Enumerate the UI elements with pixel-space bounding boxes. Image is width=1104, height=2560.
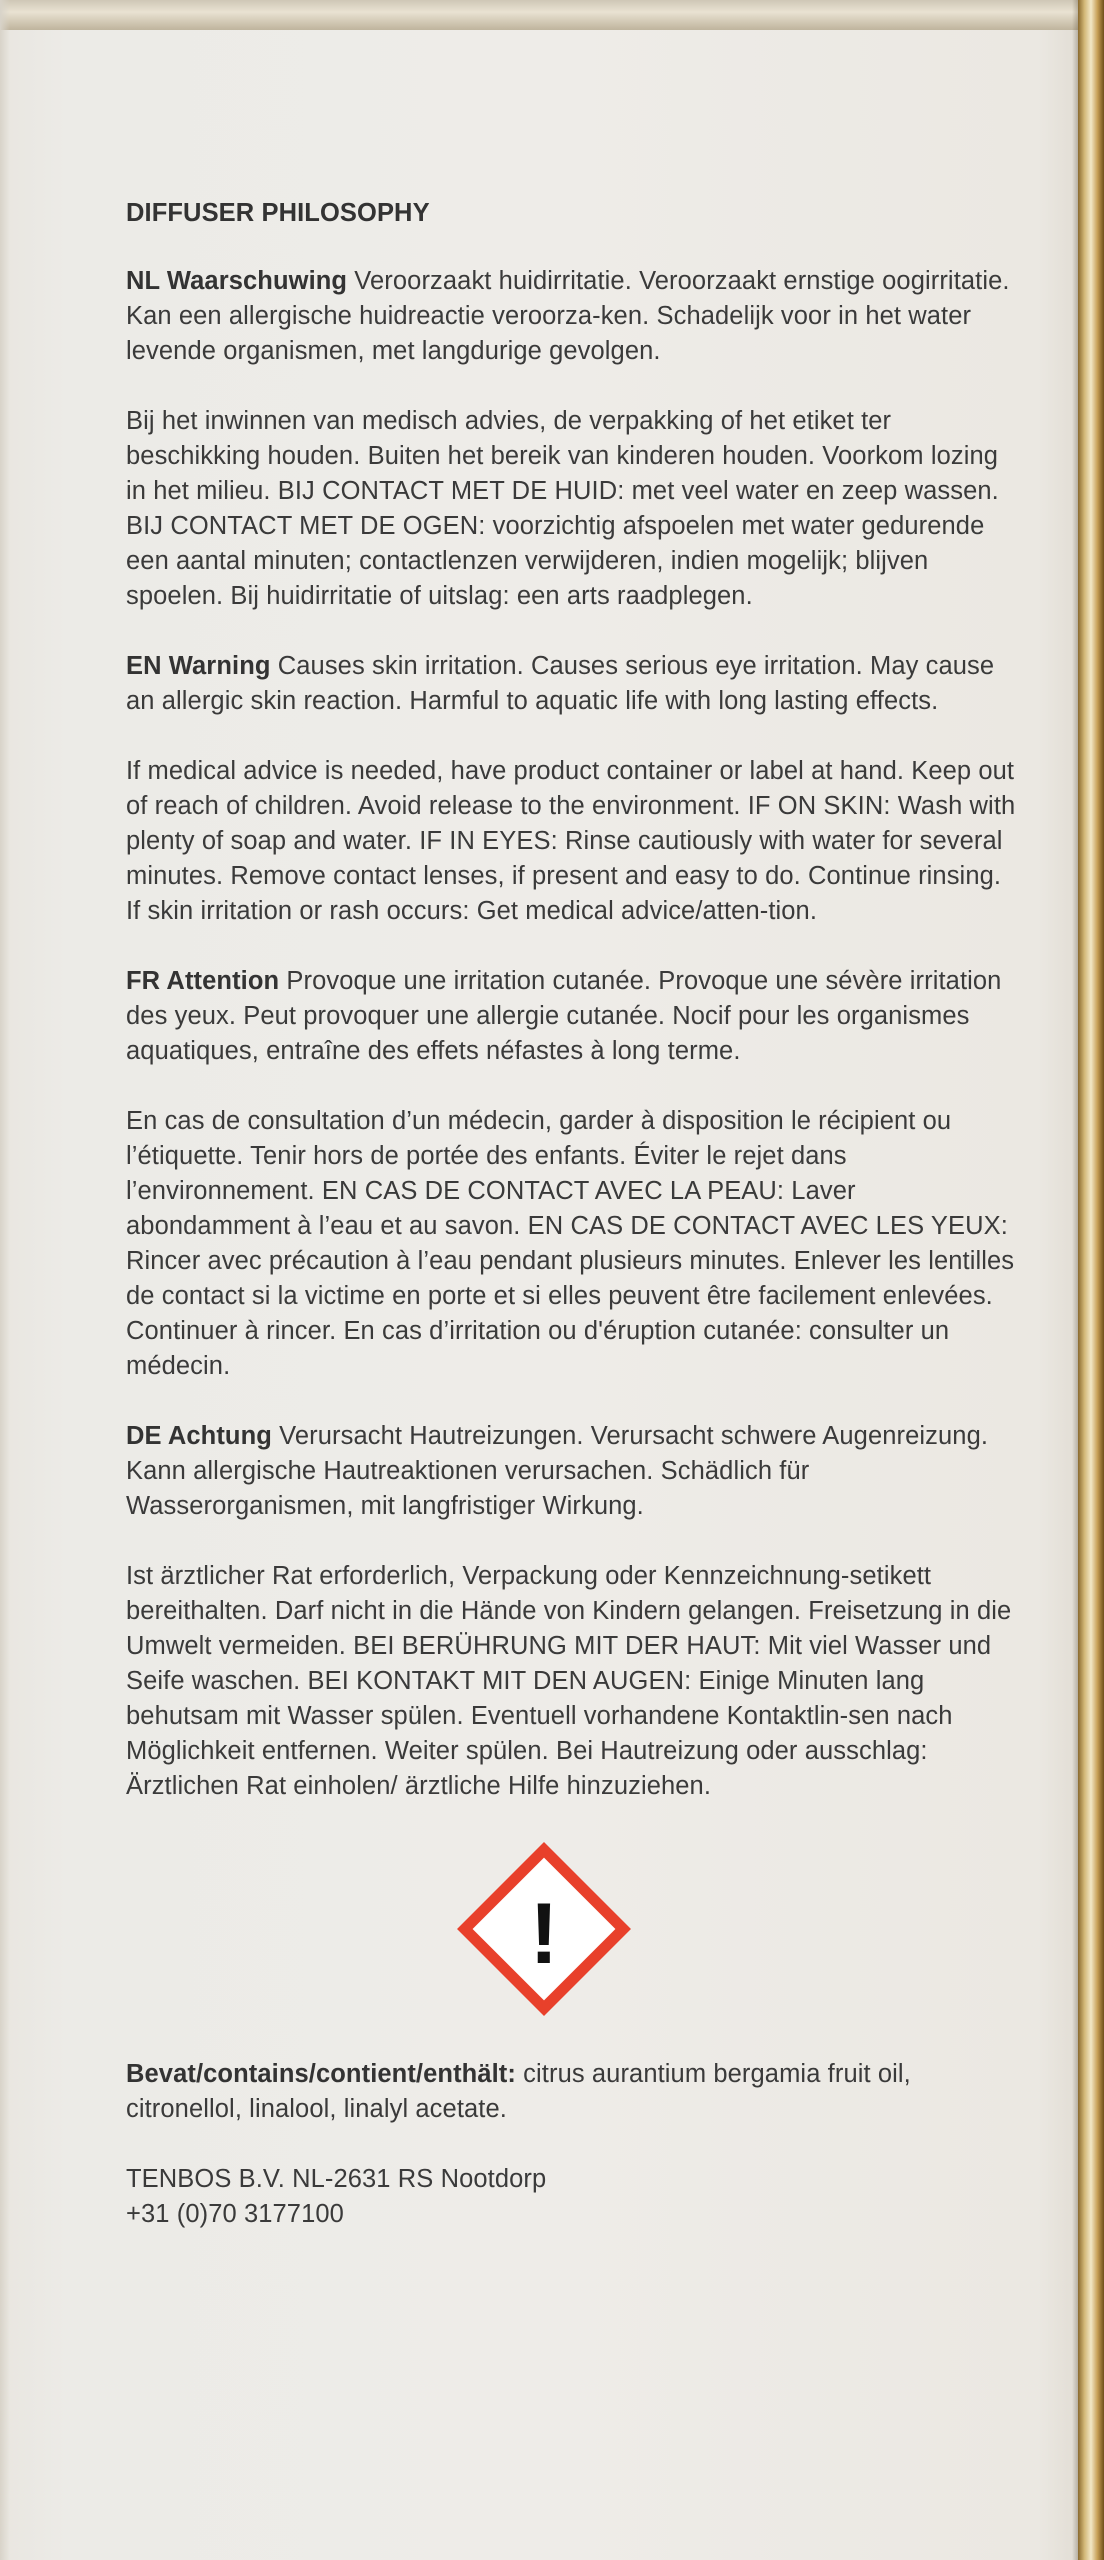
- section-lead: EN Warning: [126, 652, 271, 680]
- brand-heading: DIFFUSER PHILOSOPHY: [126, 199, 430, 227]
- company-address: TENBOS B.V. NL-2631 RS Nootdorp: [126, 2165, 547, 2193]
- section-en-warning: [126, 649, 1016, 719]
- box-left-edge: [0, 0, 10, 2560]
- hazard-pictogram-svg: [454, 1839, 634, 2019]
- section-lead: NL Waarschuwing: [126, 267, 348, 295]
- section-fr-warning: [126, 964, 1016, 1069]
- section-text: Veroorzaakt huidirritatie. Veroorzaakt ernstige oogirritatie. Kan een allergische huidreactie veroorza-ken. Schadelijk voor in het water levende organismen, met langdurige gevolgen.: [126, 267, 1010, 365]
- section-text: Bij het inwinnen van medisch advies, de verpakking of het etiket ter beschikking houden. Buiten het bereik van kinderen houden. Voorkom lozing in het milieu. BIJ CONTACT MET DE HUID: met veel water en zeep wassen. BIJ CONTACT MET DE OGEN: voorzichtig afspoelen met water gedurende een aantal minuten; contactlenzen verwijderen, indien mogelijk; blijven spoelen. Bij huidirritatie of uitslag: een arts raadplegen.: [126, 407, 999, 610]
- ingredients-text: citrus aurantium bergamia fruit oil, citronellol, linalool, linalyl acetate.: [126, 2060, 911, 2123]
- section-lead: DE Achtung: [126, 1422, 272, 1450]
- company-phone: +31 (0)70 3177100: [126, 2200, 344, 2228]
- ingredients-lead: Bevat/contains/contient/enthält:: [126, 2060, 516, 2088]
- company-info: [126, 2162, 1016, 2232]
- section-en-advice: [126, 754, 1016, 929]
- section-text: Ist ärztlicher Rat erforderlich, Verpackung oder Kennzeichnung-setikett bereithalten. Darf nicht in die Hände von Kindern gelangen. Freisetzung in die Umwelt vermeiden. BEI BERÜHRUNG MIT DER HAUT: Mit viel Wasser und Seife waschen. BEI KONTAKT MIT DEN AUGEN: Einige Minuten lang behutsam mit Wasser spülen. Eventuell vorhandene Kontaktlin-sen nach Möglichkeit entfernen. Weiter spülen. Bei Hautreizung oder ausschlag: Ärztlichen Rat einholen/ ärztliche Hilfe hinzuziehen.: [126, 1562, 1012, 1800]
- section-de-warning: [126, 1419, 1016, 1524]
- section-text: En cas de consultation d’un médecin, garder à disposition le récipient ou l’étiquette. Tenir hors de portée des enfants. Éviter le rejet dans l’environnement. EN CAS DE CONTACT AVEC LA PEAU: Laver abondamment à l’eau et au savon. EN CAS DE CONTACT AVEC LES YEUX: Rincer avec précaution à l’eau pendant plusieurs minutes. Enlever les lentilles de contact si la victime en porte et si elles peuvent être facilement enlevées. Continuer à rincer. En cas d’irritation ou d'éruption cutanée: consulter un médecin.: [126, 1107, 1015, 1380]
- ghs-exclamation-mark-icon: [454, 1839, 634, 2019]
- section-de-advice: [126, 1559, 1016, 1804]
- section-nl-warning: [126, 264, 1016, 369]
- label-panel: [126, 196, 1016, 2232]
- box-gold-edge: [1078, 0, 1104, 2560]
- hazard-symbol: !: [529, 1886, 559, 1982]
- section-text: Causes skin irritation. Causes serious eye irritation. May cause an allergic skin reaction. Harmful to aquatic life with long lasting effects.: [126, 652, 995, 715]
- section-lead: FR Attention: [126, 967, 280, 995]
- ingredients: [126, 2057, 1016, 2127]
- section-nl-advice: [126, 404, 1016, 614]
- box-top-edge: [0, 0, 1104, 30]
- section-text: Provoque une irritation cutanée. Provoque une sévère irritation des yeux. Peut provoquer une allergie cutanée. Nocif pour les organismes aquatiques, entraîne des effets néfastes à long terme.: [126, 967, 1002, 1065]
- section-text: If medical advice is needed, have product container or label at hand. Keep out of reach of children. Avoid release to the environment. IF ON SKIN: Wash with plenty of soap and water. IF IN EYES: Rinse cautiously with water for several minutes. Remove contact lenses, if present and easy to do. Continue rinsing. If skin irritation or rash occurs: Get medical advice/atten-tion.: [126, 757, 1016, 925]
- section-fr-advice: [126, 1104, 1016, 1384]
- section-text: Verursacht Hautreizungen. Verursacht schwere Augenreizung. Kann allergische Hautreaktionen verursachen. Schädlich für Wasserorganismen, mit langfristiger Wirkung.: [126, 1422, 989, 1520]
